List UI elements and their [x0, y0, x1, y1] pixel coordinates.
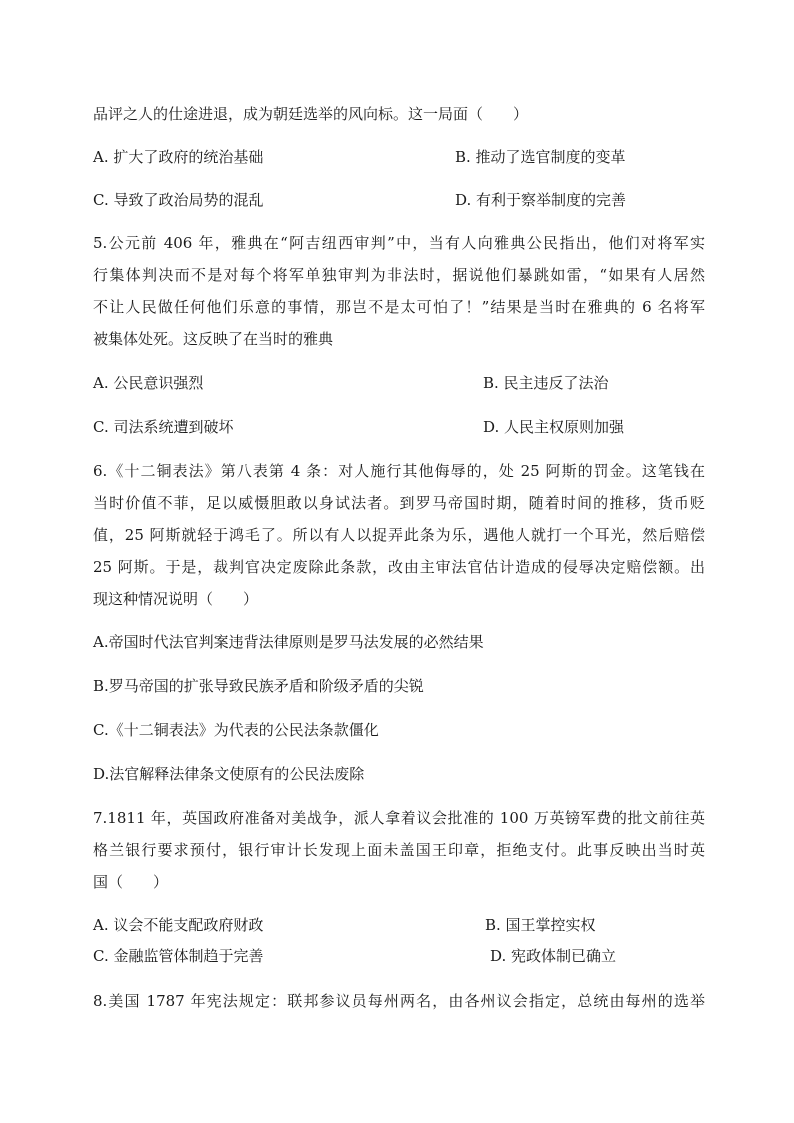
- q5-option-d: D. 人民主权原则加强: [483, 418, 625, 436]
- q4-option-d: D. 有利于察举制度的完善: [455, 191, 627, 209]
- q7-option-a: A. 议会不能支配政府财政: [93, 916, 264, 934]
- q6-stem-line-2: 当时价值不菲，足以威慑胆敢以身试法者。到罗马帝国时期，随着时间的推移，货币贬: [93, 494, 705, 512]
- q6-option-b: B.罗马帝国的扩张导致民族矛盾和阶级矛盾的尖锐: [93, 677, 424, 695]
- q4-option-c: C. 导致了政治局势的混乱: [93, 191, 264, 209]
- q6-option-c: C.《十二铜表法》为代表的公民法条款僵化: [93, 721, 379, 739]
- q7-option-b: B. 国王掌控实权: [485, 916, 596, 934]
- q5-stem-line-4: 被集体处死。这反映了在当时的雅典: [93, 330, 334, 348]
- q7-stem-line-3: 国（ ）: [93, 873, 169, 891]
- q6-option-d: D.法官解释法律条文使原有的公民法废除: [93, 765, 365, 783]
- q4-option-a: A. 扩大了政府的统治基础: [93, 148, 264, 166]
- q6-stem-line-3: 值，25 阿斯就轻于鸿毛了。所以有人以捉弄此条为乐，遇他人就打一个耳光，然后赔偿: [93, 526, 705, 544]
- q7-option-c: C. 金融监管体制趋于完善: [93, 947, 264, 965]
- q6-option-a: A.帝国时代法官判案违背法律原则是罗马法发展的必然结果: [93, 633, 484, 651]
- q6-stem-line-1: 6.《十二铜表法》第八表第 4 条：对人施行其他侮辱的，处 25 阿斯的罚金。这笔钱在: [93, 462, 705, 480]
- q6-stem-line-4: 25 阿斯。于是，裁判官决定废除此条款，改由主审法官估计造成的侵辱决定赔偿额。出: [93, 558, 705, 576]
- q5-stem-line-2: 行集体判决而不是对每个将军单独审判为非法时，据说他们暴跳如雷，“如果有人居然: [93, 266, 705, 284]
- q6-stem-line-5: 现这种情况说明（ ）: [93, 590, 259, 608]
- q5-stem-line-3: 不让人民做任何他们乐意的事情，那岂不是太可怕了！”结果是当时在雅典的 6 名将军: [93, 298, 705, 316]
- q7-option-d: D. 宪政体制已确立: [490, 947, 617, 965]
- q4-option-b: B. 推动了选官制度的变革: [455, 148, 626, 166]
- q5-option-c: C. 司法系统遭到破坏: [93, 418, 234, 436]
- q5-option-b: B. 民主违反了法治: [483, 374, 609, 392]
- q8-stem-line-1: 8.美国 1787 年宪法规定：联邦参议员每州两名，由各州议会指定，总统由每州的选举: [93, 992, 705, 1010]
- q5-stem-line-1: 5.公元前 406 年，雅典在“阿吉纽西审判”中，当有人向雅典公民指出，他们对将军实: [93, 234, 705, 252]
- q5-option-a: A. 公民意识强烈: [93, 374, 204, 392]
- q7-stem-line-2: 格兰银行要求预付，银行审计长发现上面未盖国王印章，拒绝支付。此事反映出当时英: [93, 841, 705, 859]
- q4-stem-tail: 品评之人的仕途进退，成为朝廷选举的风向标。这一局面（ ）: [93, 105, 529, 123]
- q7-stem-line-1: 7.1811 年，英国政府准备对美战争，派人拿着议会批准的 100 万英镑军费的批文前往英: [93, 809, 705, 827]
